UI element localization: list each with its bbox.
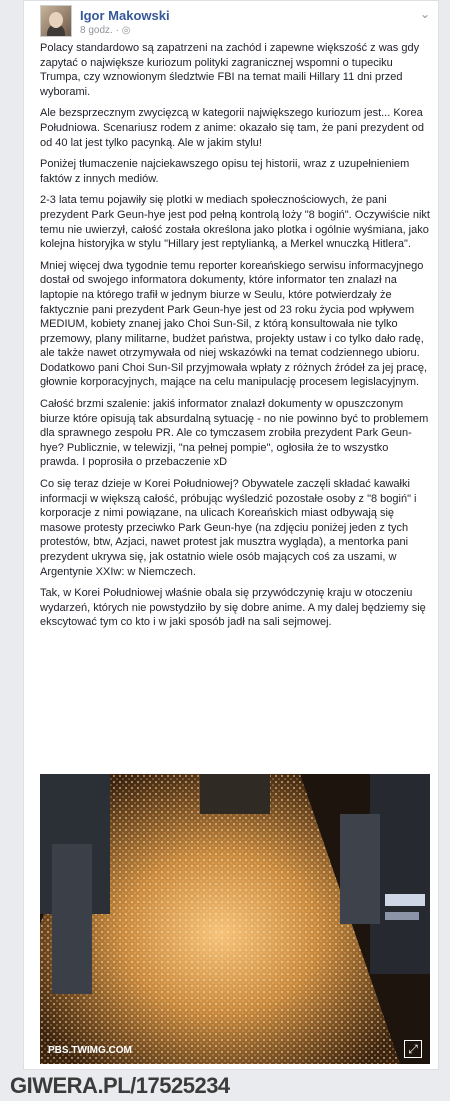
post-header [40,5,430,39]
post-time[interactable]: 8 godz. [80,25,113,36]
post-paragraph: Tak, w Korei Południowej właśnie obala się przywódczynię kraju w otoczeniu wydarzeń, których nie powstydziło by się dobre anime. A my dalej będziemy się ekscytować tym co kto i w jaki sposób jadł na sali sejmowej. [40,587,426,629]
post-paragraph: Poniżej tłumaczenie najciekawszego opisu tej historii, wraz z uzupełnieniem faktów z innych mediów. [40,158,410,185]
post-card [23,0,439,1070]
author-name[interactable]: Igor Makowski [80,8,170,23]
protest-photo [40,774,430,1064]
post-paragraph: Całość brzmi szalenie: jakiś informator znalazł dokumenty w opuszczonym biurze które opisują tak absurdalną sytuację - no nie powinno być to problemem dla sprawnego zespołu PR. Ale co tymczasem zrobiła prezydent Park Geun-hye? Publicznie, w telewizji, "na pełnej pompie", ogłosiła że to wszystko prawda. I poprosiła o przebaczenie xD [40,398,429,469]
post-paragraph: Ale bezsprzecznym zwycięzcą w kategorii największego kuriozum jest... Korea Południowa. Scenariusz rodem z anime: okazało się tam, że pani prezydent od od 40 lat jest tylko pacynką. Ale w jakim stylu! [40,107,424,149]
post-meta [80,25,130,36]
post-paragraph: Mniej więcej dwa tygodnie temu reporter koreańskiego serwisu informacyjnego dostał od swojego informatora dokumenty, które informator ten znalazł na laptopie na którego trafił w jednym biurze w Seulu, które potwierdzały że faktycznie pani prezydent Park Geun-hye jest od 23 roku życia pod wpływem MEDIUM, kobiety znanej jako Choi Sun-Sil, z którą konsultowała nie tylko przemowy, plany militarne, budżet państwa, projekty ustaw i co tylko dało radę, ale także nawet otrzymywała od niej wskazówki na temat codziennego ubioru. Dodatkowo pani Choi Sun-Sil przyjmowała wpłaty z różnych źródeł za jej pracę, głownie korporacyjnych, mające na celu manipulację procesem legislacyjnym. [40,259,428,389]
avatar[interactable] [40,5,72,37]
chevron-down-icon[interactable]: ⌄ [419,7,430,21]
globe-icon: · ◎ [115,25,131,36]
expand-icon[interactable]: ⤢ [404,1040,422,1058]
post-text [40,41,430,637]
photo-source: PBS.TWIMG.COM [48,1045,132,1056]
post-paragraph: Co się teraz dzieje w Korei Południowej? Obywatele zaczęli składać kawałki informacji w większą całość, próbując wyśledzić pozostałe osoby z "8 bogiń" i korporacje z nimi powiązane, na ulicach Koreańskich miast odbywają się masowe protesty przeciwko Park Geun-hye (na zdjęciu poniżej jeden z tych protestów, btw, Azjaci, nawet protest jak musztra wygląda), a mentorka pani prezydent ukrywa się, jak ostatnio wiele osób mających coś za uszami, w Argentynie XXIw: w Niemczech. [40,478,417,578]
post-paragraph: 2-3 lata temu pojawiły się plotki w mediach społecznościowych, że pani prezydent Park Geun-hye jest pod pełną kontrolą loży "8 bogiń". Oczywiście nikt temu nie uwierzył, całość została określona jako plotka i ogólnie wyśmiana, jako kolejna historyjka w stylu "Hillary jest reptylianką, a Merkel wnuczką Hitlera". [40,194,430,251]
post-photo[interactable] [40,774,430,1064]
post-paragraph: Polacy standardowo są zapatrzeni na zachód i zapewne większość z was gdy zapytać o największe kuriozum polityki zagranicznej wspomni o tupeciku Trumpa, czy wznowionym śledztwie FBI na temat maili Hillary 11 dni przed wyborami. [40,42,420,98]
watermark: GIWERA.PL/17525234 [10,1073,230,1098]
